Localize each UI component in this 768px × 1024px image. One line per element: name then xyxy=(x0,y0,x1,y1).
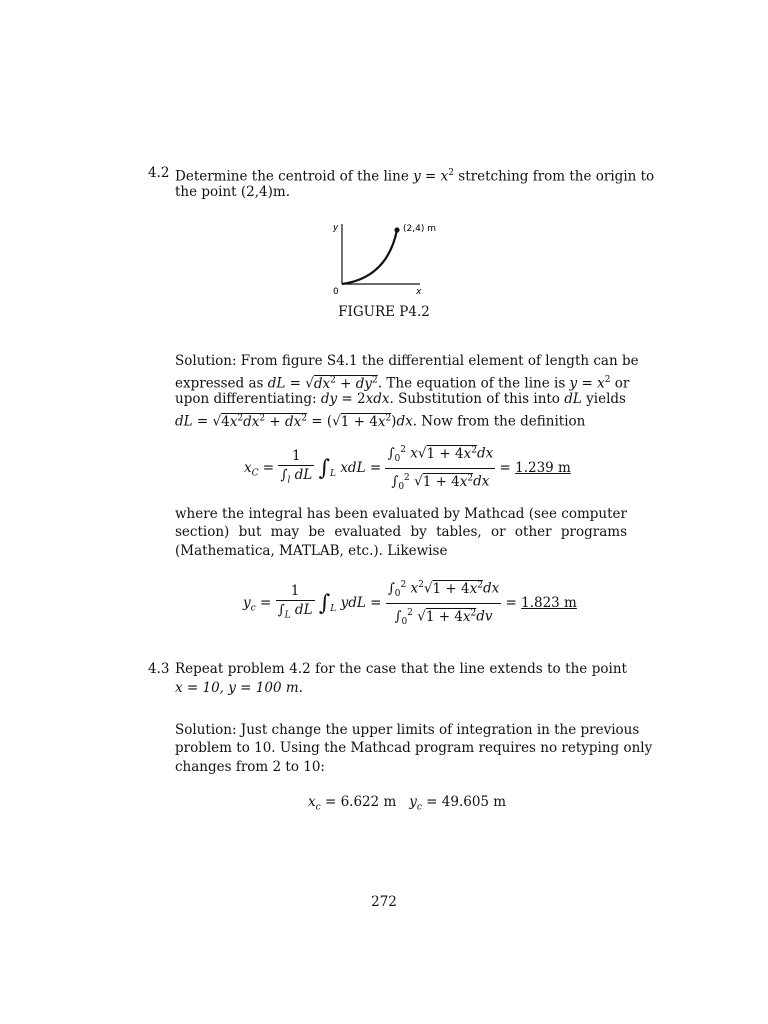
statement-text-cont: stretching from the origin to xyxy=(458,168,655,185)
problem-statement: Repeat problem 4.2 for the case that the line extends to the point xyxy=(175,661,627,677)
yc-value: = 49.605 m xyxy=(426,794,507,810)
figure-origin-label: 0 xyxy=(333,287,339,297)
solution-line: upon differentiating: dy = 2xdx. Substitution of this into dL yields xyxy=(175,391,626,407)
solution-line: where the integral has been evaluated by Mathcad (see computer xyxy=(175,506,627,522)
solution-line: section) but may be evaluated by tables, or other programs xyxy=(175,524,627,540)
solution-line: expressed as dL = $√dx^2 + dy^2$. The equation of the line is $y = x^2$ or xyxy=(175,375,630,392)
problem-statement-line2: the point (2,4)m. xyxy=(175,184,290,200)
yc-fraction-prefactor: $\frac{1}{\int_L dL}$ xyxy=(277,583,313,622)
solution-line: Solution: Just change the upper limits of integration in the previous xyxy=(175,722,640,738)
math-inline: y xyxy=(569,375,578,392)
yc-equation: $y_c$ = $\frac{1}{\int_L dL}$ $\int_L$ ydL = $\frac{\int_0^2 x^2√1 + 4x^2dx}{\int_0^2 √1 + 4x^2dv}$ = 1.823 m xyxy=(243,576,577,631)
xc-symbol: $x_c$ xyxy=(308,794,321,813)
xc-fraction-prefactor: $\frac{1}{\int_l dL}$ xyxy=(280,448,313,487)
xc-equation: $x_C$ = $\frac{1}{\int_l dL}$ $\int_L$ xdL = $\frac{\int_0^2 x√1 + 4x^2dx}{\int_0^2 √1 + 4x^2dx}$ = 1.239 m xyxy=(244,441,571,496)
xc-result: 1.239 m xyxy=(515,460,571,477)
yc-symbol: $y_c$ xyxy=(409,794,422,813)
solution-text: . Now from the definition xyxy=(412,413,586,430)
solution-text: yields xyxy=(586,391,626,407)
result-line xyxy=(308,793,506,817)
page-number: 272 xyxy=(371,894,397,910)
curve-figure xyxy=(325,218,455,298)
xc-value: = 6.622 m xyxy=(324,794,397,810)
figure-point-label: (2,4) m xyxy=(403,224,436,234)
statement-text: Determine the centroid of the line xyxy=(175,168,409,185)
math-inline: dL xyxy=(175,413,193,430)
solution-text: expressed as xyxy=(175,375,264,392)
figure-caption: FIGURE P4.2 xyxy=(338,304,430,320)
solution-text: or xyxy=(614,375,630,392)
solution-text: upon differentiating: xyxy=(175,391,317,407)
figure-y-axis-label: y xyxy=(333,223,339,233)
yc-result: 1.823 m xyxy=(521,595,577,612)
xc-fraction-integrals: $\frac{\int_0^2 x√1 + 4x^2dx}{\int_0^2 √1 + 4x^2dx}$ xyxy=(385,441,495,496)
exponent: 2 xyxy=(448,168,454,178)
figure-x-axis-label: x xyxy=(416,287,422,297)
problem-statement-line2: x = 10, y = 100 m. xyxy=(175,680,303,696)
parabola-curve xyxy=(342,230,397,284)
solution-line: dL = $√4x^2dx^2 + dx^2 = (√1 + 4x^2)dx$. Now from the definition xyxy=(175,413,586,430)
solution-line: (Mathematica, MATLAB, etc.). Likewise xyxy=(175,543,448,559)
problem-number: 4.3 xyxy=(148,661,170,677)
yc-fraction-integrals: $\frac{\int_0^2 x^2√1 + 4x^2dx}{\int_0^2 √1 + 4x^2dv}$ xyxy=(386,576,501,631)
solution-line: problem to 10. Using the Mathcad program requires no retyping only xyxy=(175,740,653,756)
math-inline: dL xyxy=(267,375,286,392)
solution-text: . The equation of the line is xyxy=(377,375,566,392)
math-inline: dy xyxy=(320,391,338,407)
statement-equation: y = x xyxy=(413,168,449,185)
math-inline: dL xyxy=(564,391,582,407)
solution-text: . Substitution of this into xyxy=(389,391,560,407)
end-point-marker xyxy=(394,227,399,232)
solution-line: Solution: From figure S4.1 the differential element of length can be xyxy=(175,353,639,369)
problem-number: 4.2 xyxy=(148,165,170,181)
solution-line: changes from 2 to 10: xyxy=(175,759,325,775)
